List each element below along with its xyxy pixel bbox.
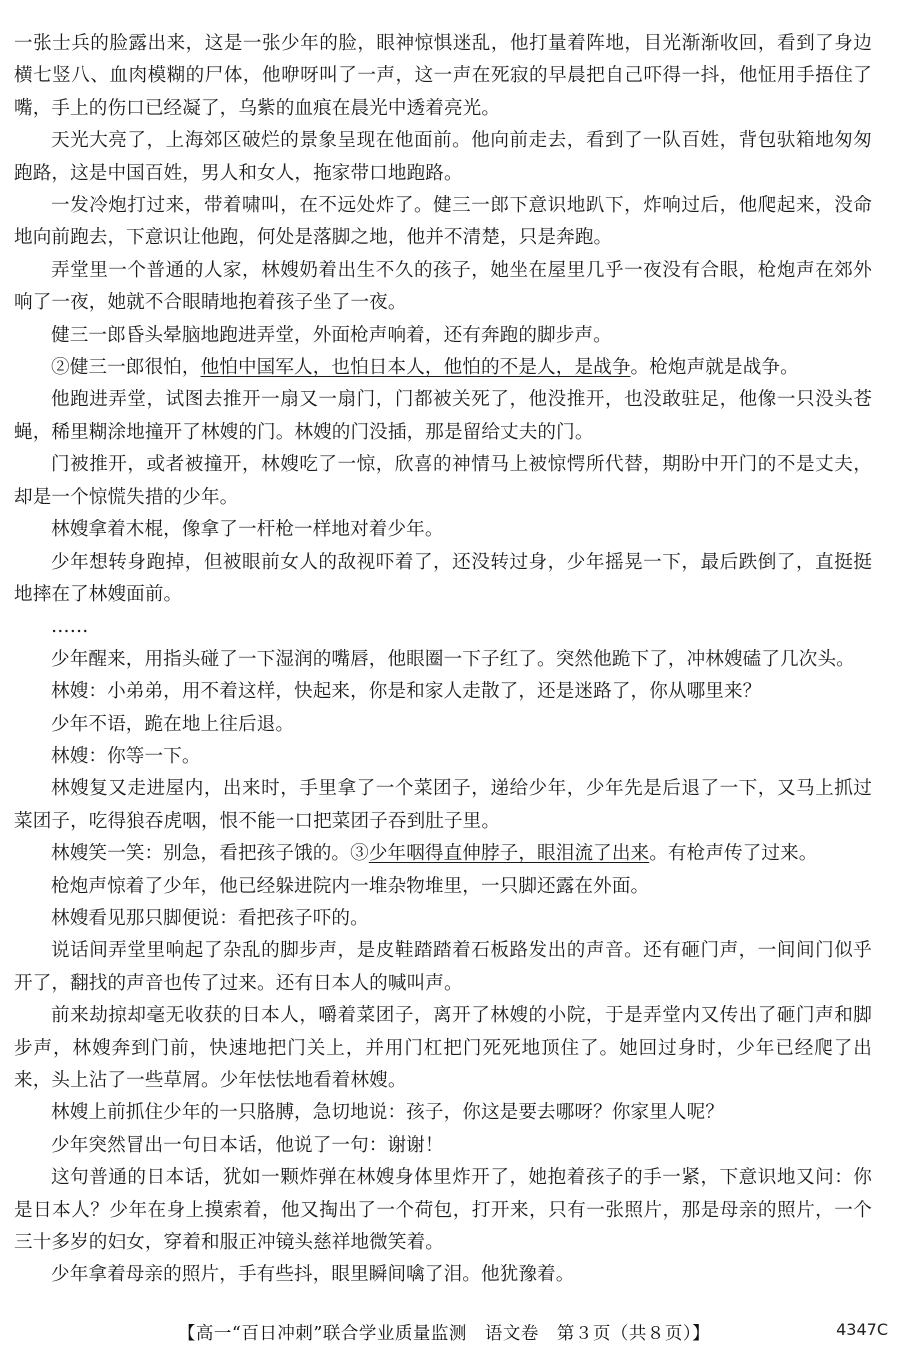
paragraph-10: 少年醒来，用指头碰了一下湿润的嘴唇，他眼圈一下子红了。突然他跪下了，冲林嫂磕了几次头。 — [51, 648, 855, 670]
paragraph-21: 这句普通的日本话，犹如一颗炸弹在林嫂身体里炸开了，她抱着孩子的手一紧，下意识地又问：你是日本人？少年在身上摸索着，他又掏出了一个荷包，打开来，只有一张照片，那是母亲的照片，一个三十多岁的妇女，穿着和服正冲镜头慈祥地微笑着。 — [14, 1167, 872, 1254]
paragraph-19: 林嫂上前抓住少年的一只胳膊，急切地说：孩子，你这是要去哪呀？你家里人呢？ — [51, 1102, 724, 1124]
paragraph-15: 枪炮声惊着了少年，他已经躲进院内一堆杂物堆里，一只脚还露在外面。 — [51, 875, 650, 897]
paragraph-20: 少年突然冒出一句日本话，他说了一句：谢谢！ — [51, 1134, 444, 1156]
paragraph-16: 林嫂看见那只脚便说：看把孩子吓的。 — [51, 907, 369, 929]
ellipsis: …… — [51, 616, 89, 638]
print-code: 4347C — [836, 1320, 888, 1339]
paragraph-14: 林嫂复又走进屋内，出来时，手里拿了一个菜团子，递给少年，少年先是后退了一下，又马上抓过菜团子，吃得狼吞虎咽，恨不能一口把菜团子吞到肚子里。 — [14, 778, 872, 832]
paragraph-4: 弄堂里一个普通的人家，林嫂奶着出生不久的孩子，她坐在屋里几乎一夜没有合眼，枪炮声在郊外响了一夜，她就不合眼睛地抱着孩子坐了一夜。 — [14, 259, 872, 314]
paragraph-22: 少年拿着母亲的照片，手有些抖，眼里瞬间噙了泪。他犹豫着。 — [51, 1264, 575, 1286]
document-body — [14, 28, 872, 1292]
marked-text-tail: 。有枪声传了过来。 — [649, 843, 818, 865]
paragraph-17: 说话间弄堂里响起了杂乱的脚步声，是皮鞋踏踏着石板路发出的声音。还有砸门声，一间间门似乎开了，翻找的声音也传了过来。还有日本人的喊叫声。 — [14, 940, 872, 994]
question-mark-3: ③ — [350, 843, 369, 865]
underlined-sentence-3: 少年咽得直伸脖子，眼泪流了出来 — [368, 843, 650, 865]
paragraph-13: 林嫂：你等一下。 — [51, 745, 201, 767]
marked-text-lead: 健三一郎很怕， — [69, 357, 201, 379]
paragraph-18: 前来劫掠却毫无收获的日本人，嚼着菜团子，离开了林嫂的小院，于是弄堂内又传出了砸门声和脚步声，林嫂奔到门前，快速地把门关上，并用门杠把门死死地顶住了。她回过身时，少年已经爬了出来，头上沾了一些草屑。少年怯怯地看着林嫂。 — [14, 1005, 872, 1091]
marked-paragraph-3 — [14, 838, 872, 870]
marked-paragraph-2 — [14, 352, 872, 384]
paragraph-3: 一发冷炮打过来，带着啸叫，在不远处炸了。健三一郎下意识地趴下，炸响过后，他爬起来，没命地向前跑去，下意识让他跑，何处是落脚之地，他并不清楚，只是奔跑。 — [14, 195, 872, 249]
paragraph-6: 他跑进弄堂，试图去推开一扇又一扇门，门都被关死了，他没推开，也没敢驻足，他像一只没头苍蝇，稀里糊涂地撞开了林嫂的门。林嫂的门没插，那是留给丈夫的门。 — [14, 389, 872, 443]
paragraph-5: 健三一郎昏头晕脑地跑进弄堂，外面枪声响着，还有奔跑的脚步声。 — [51, 324, 612, 346]
paragraph-2: 天光大亮了，上海郊区破烂的景象呈现在他面前。他向前走去，看到了一队百姓，背包驮箱地匆匆跑路，这是中国百姓，男人和女人，拖家带口地跑路。 — [14, 130, 872, 184]
paragraph-11: 林嫂：小弟弟，用不着这样，快起来，你是和家人走散了，还是迷路了，你从哪里来？ — [51, 681, 762, 703]
paragraph-12: 少年不语，跪在地上往后退。 — [51, 713, 295, 735]
paragraph-7: 门被推开，或者被撞开，林嫂吃了一惊，欣喜的神情马上被惊愕所代替，期盼中开门的不是丈夫，却是一个惊慌失措的少年。 — [14, 454, 872, 508]
marked-text-tail: 。枪炮声就是战争。 — [630, 357, 799, 379]
paragraph-9: 少年想转身跑掉，但被眼前女人的敌视吓着了，还没转过身，少年摇晃一下，最后跌倒了，直挺挺地摔在了林嫂面前。 — [14, 551, 872, 605]
paragraph-8: 林嫂拿着木棍，像拿了一杆枪一样地对着少年。 — [51, 519, 444, 541]
underlined-sentence-2: 他怕中国军人，也怕日本人，他怕的不是人，是战争 — [200, 357, 631, 379]
paragraph-1: 一张士兵的脸露出来，这是一张少年的脸，眼神惊惧迷乱，他打量着阵地，目光渐渐收回，看到了身边横七竖八、血肉模糊的尸体，他咿呀叫了一声，这一声在死寂的早晨把自己吓得一抖，他怔用手捂住了嘴，手上的伤口已经凝了，乌紫的血痕在晨光中透着亮光。 — [14, 33, 872, 119]
question-mark-2: ② — [51, 357, 70, 379]
marked-text-lead: 林嫂笑一笑：别急，看把孩子饿的。 — [51, 843, 351, 865]
page-footer: 【高一“百日冲刺”联合学业质量监测 语文卷 第３页（共８页）】 — [177, 1324, 711, 1344]
